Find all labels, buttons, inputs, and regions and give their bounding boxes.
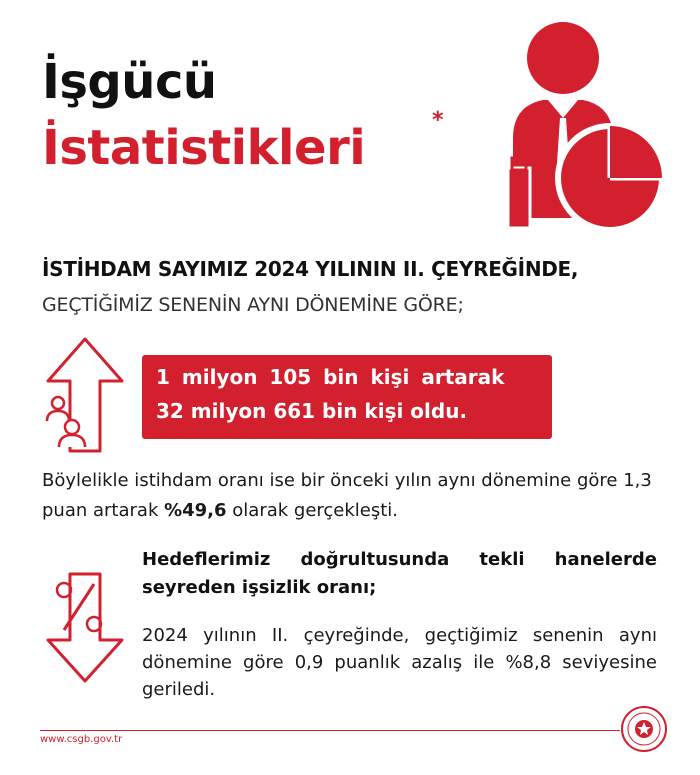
highlight-line-1: 1 milyon 105 bin kişi artarak: [156, 365, 505, 389]
heading-subtitle: GEÇTİĞİMİZ SENENİN AYNI DÖNEMİNE GÖRE;: [42, 294, 464, 316]
goal-text: Hedeflerimiz doğrultusunda tekli hanelerde seyreden işsizlik oranı;: [142, 549, 657, 598]
ministry-seal-icon: [620, 705, 668, 753]
paragraph1-before: Böylelikle istihdam oranı ise bir önceki yılın aynı dönemine göre 1,3 puan artarak: [42, 470, 652, 521]
highlight-line-2: 32 milyon 661 bin kişi oldu.: [156, 399, 468, 423]
title-line-2: İstatistikleri: [42, 120, 366, 176]
paragraph1-after: olarak gerçekleşti.: [226, 500, 399, 521]
footer-url: www.csgb.gov.tr: [40, 734, 123, 745]
down-arrow-percent-icon: [42, 570, 128, 685]
employment-rate-value: %49,6: [164, 500, 227, 521]
heading-bold: İSTİHDAM SAYIMIZ 2024 YILININ II. ÇEYREĞİNDE,: [42, 257, 579, 281]
worker-pie-chart-icon: [498, 18, 668, 233]
up-arrow-people-icon: [42, 335, 128, 455]
title-line-1: İşgücü: [42, 54, 217, 110]
title-asterisk: *: [432, 108, 444, 133]
footer-divider: [40, 730, 620, 731]
employment-rate-paragraph: [42, 466, 662, 526]
unemployment-paragraph: 2024 yılının II. çeyreğinde, geçtiğimiz senenin aynı dönemine göre 0,9 puanlık azalış ile %8,8 seviyesine geriledi.: [142, 625, 657, 700]
